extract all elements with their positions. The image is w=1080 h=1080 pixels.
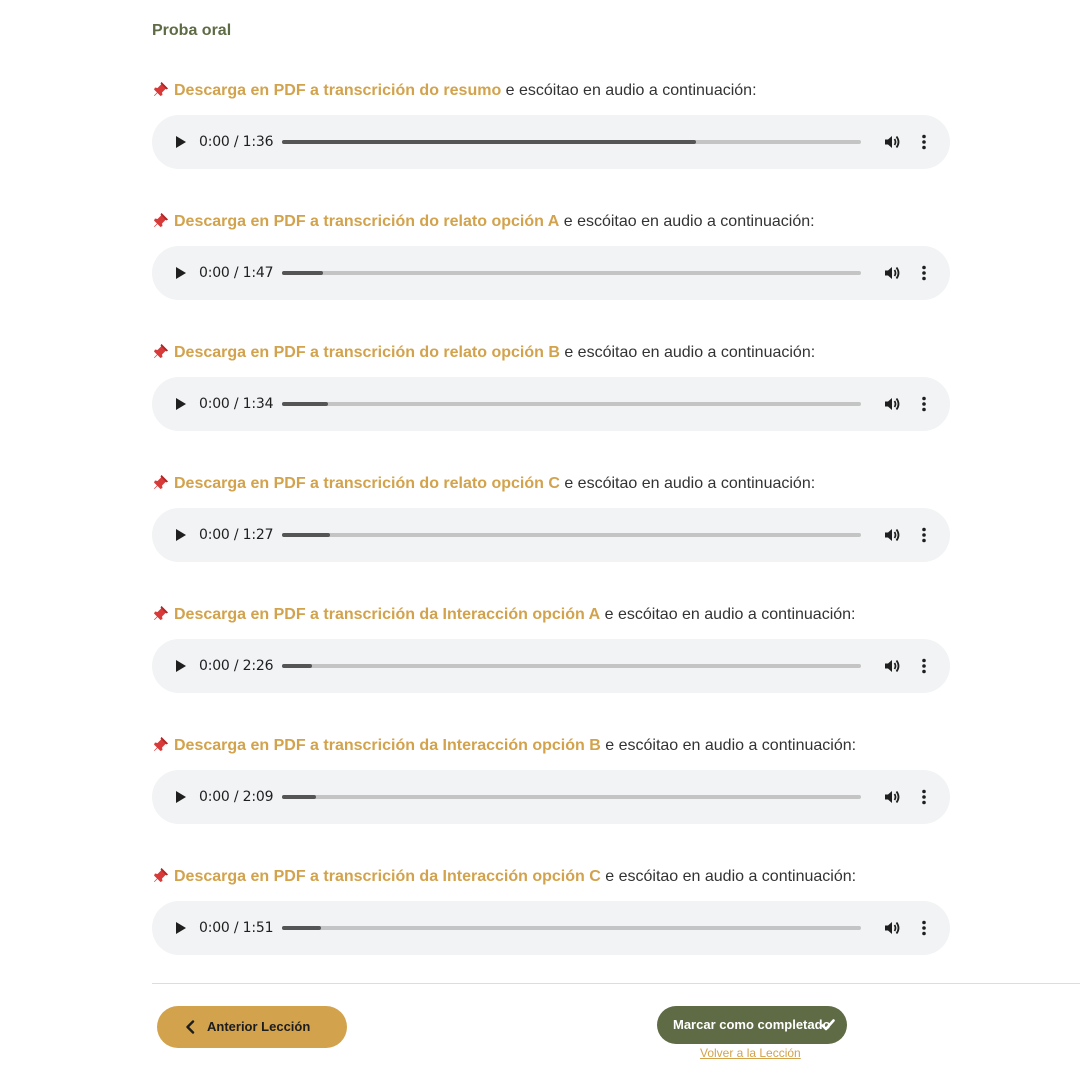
more-vert-icon[interactable] (914, 525, 934, 545)
time-display: 0:00 / 1:34 (199, 396, 274, 412)
audio-item (152, 473, 952, 604)
play-icon[interactable] (170, 525, 190, 545)
mark-complete-label: Marcar como completado (673, 1017, 831, 1032)
buffered-fill (282, 533, 330, 537)
checkmark-icon (821, 1018, 835, 1032)
volume-icon[interactable] (882, 918, 902, 938)
item-text (152, 342, 815, 364)
audio-player[interactable] (152, 901, 950, 955)
pdf-download-link[interactable]: Descarga en PDF a transcrición da Interacción opción C (174, 868, 601, 885)
play-icon[interactable] (170, 656, 190, 676)
more-vert-icon[interactable] (914, 394, 934, 414)
pushpin-icon (152, 604, 170, 622)
pdf-download-link[interactable]: Descarga en PDF a transcrición do relato opción C (174, 475, 560, 492)
progress-track[interactable] (282, 271, 861, 275)
pushpin-icon (152, 866, 170, 884)
volume-icon[interactable] (882, 132, 902, 152)
item-text (152, 735, 856, 757)
progress-track[interactable] (282, 664, 861, 668)
time-display: 0:00 / 1:47 (199, 265, 274, 281)
progress-track[interactable] (282, 795, 861, 799)
chevron-left-icon (185, 1020, 195, 1034)
item-suffix-text: e escóitao en audio a continuación: (501, 82, 757, 99)
more-vert-icon[interactable] (914, 918, 934, 938)
item-text (152, 866, 856, 888)
back-to-lesson-link[interactable]: Volver a la Lección (700, 1046, 801, 1060)
mark-complete-button[interactable] (657, 1006, 847, 1044)
more-vert-icon[interactable] (914, 787, 934, 807)
pushpin-icon (152, 211, 170, 229)
pdf-download-link[interactable]: Descarga en PDF a transcrición do resumo (174, 82, 502, 99)
audio-item (152, 735, 952, 866)
play-icon[interactable] (170, 132, 190, 152)
pdf-download-link[interactable]: Descarga en PDF a transcrición do relato opción B (174, 344, 560, 361)
pushpin-icon (152, 80, 170, 98)
audio-item (152, 80, 952, 211)
item-text (152, 473, 815, 495)
more-vert-icon[interactable] (914, 132, 934, 152)
buffered-fill (282, 664, 312, 668)
item-text (152, 80, 757, 102)
previous-lesson-label: Anterior Lección (207, 1019, 311, 1034)
volume-icon[interactable] (882, 787, 902, 807)
play-icon[interactable] (170, 263, 190, 283)
audio-list (152, 80, 952, 997)
buffered-fill (282, 795, 316, 799)
time-display: 0:00 / 1:27 (199, 527, 274, 543)
more-vert-icon[interactable] (914, 656, 934, 676)
item-suffix-text: e escóitao en audio a continuación: (600, 737, 857, 754)
more-vert-icon[interactable] (914, 263, 934, 283)
audio-player[interactable] (152, 770, 950, 824)
progress-track[interactable] (282, 140, 861, 144)
pdf-download-link[interactable]: Descarga en PDF a transcrición da Interacción opción A (174, 606, 601, 623)
item-text (152, 604, 856, 626)
audio-player[interactable] (152, 639, 950, 693)
item-suffix-text: e escóitao en audio a continuación: (600, 606, 856, 623)
volume-icon[interactable] (882, 656, 902, 676)
volume-icon[interactable] (882, 525, 902, 545)
buffered-fill (282, 140, 696, 144)
play-icon[interactable] (170, 918, 190, 938)
pdf-download-link[interactable]: Descarga en PDF a transcrición do relato opción A (174, 213, 560, 230)
audio-player[interactable] (152, 246, 950, 300)
time-display: 0:00 / 2:09 (199, 789, 274, 805)
section-title: Proba oral (152, 22, 232, 39)
volume-icon[interactable] (882, 394, 902, 414)
play-icon[interactable] (170, 787, 190, 807)
audio-player[interactable] (152, 377, 950, 431)
audio-item (152, 342, 952, 473)
item-text (152, 211, 815, 233)
item-suffix-text: e escóitao en audio a continuación: (600, 868, 857, 885)
pdf-download-link[interactable]: Descarga en PDF a transcrición da Interacción opción B (174, 737, 601, 754)
play-icon[interactable] (170, 394, 190, 414)
previous-lesson-button[interactable] (157, 1006, 347, 1048)
footer-divider (152, 983, 1080, 984)
time-display: 0:00 / 2:26 (199, 658, 274, 674)
time-display: 0:00 / 1:36 (199, 134, 274, 150)
audio-item (152, 604, 952, 735)
pushpin-icon (152, 342, 170, 360)
progress-track[interactable] (282, 926, 861, 930)
buffered-fill (282, 926, 321, 930)
buffered-fill (282, 271, 323, 275)
buffered-fill (282, 402, 328, 406)
audio-item (152, 211, 952, 342)
audio-player[interactable] (152, 115, 950, 169)
time-display: 0:00 / 1:51 (199, 920, 274, 936)
item-suffix-text: e escóitao en audio a continuación: (559, 213, 815, 230)
progress-track[interactable] (282, 533, 861, 537)
pushpin-icon (152, 735, 170, 753)
item-suffix-text: e escóitao en audio a continuación: (559, 344, 816, 361)
pushpin-icon (152, 473, 170, 491)
item-suffix-text: e escóitao en audio a continuación: (559, 475, 816, 492)
volume-icon[interactable] (882, 263, 902, 283)
audio-item (152, 866, 952, 997)
audio-player[interactable] (152, 508, 950, 562)
progress-track[interactable] (282, 402, 861, 406)
